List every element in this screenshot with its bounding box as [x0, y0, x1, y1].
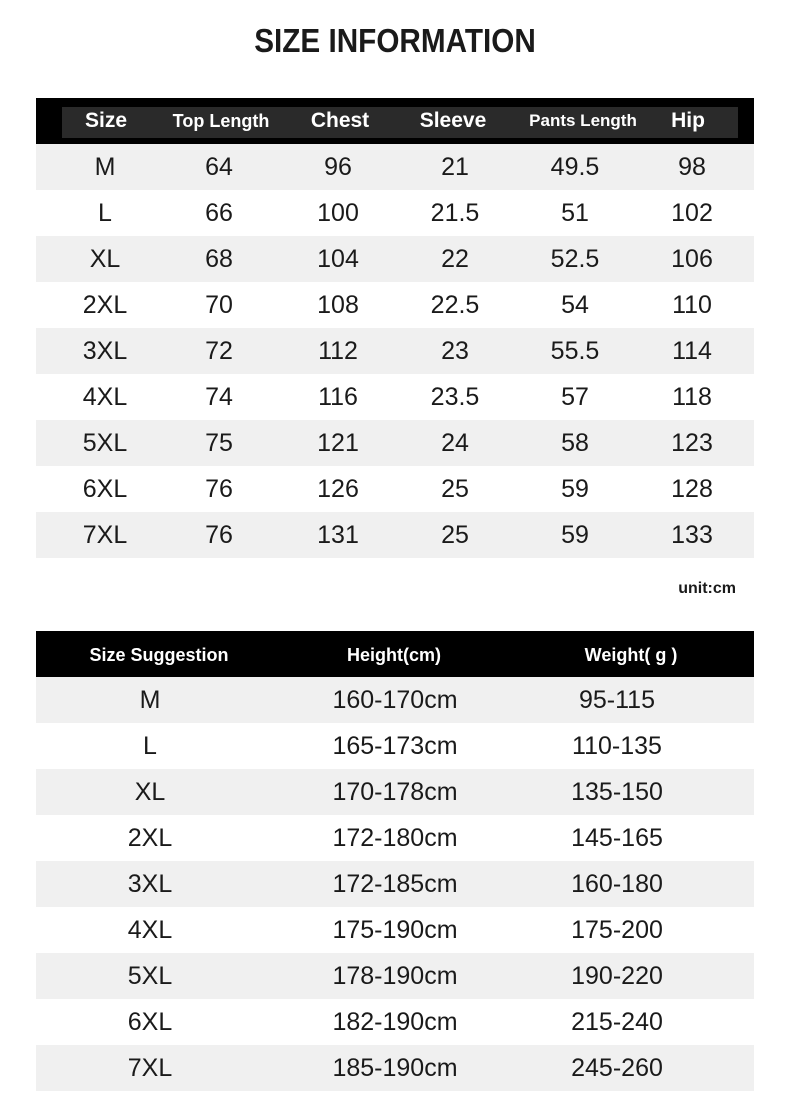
cell-height: 170-178cm [332, 778, 458, 806]
cell-height: 160-170cm [332, 686, 458, 714]
table-row [36, 815, 754, 861]
cell-sleeve: 25 [441, 475, 469, 503]
cell-hip: 110 [672, 291, 712, 319]
cell-top-length: 70 [205, 291, 233, 319]
cell-chest: 104 [317, 245, 359, 273]
cell-chest: 96 [324, 153, 352, 181]
cell-size: 3XL [127, 870, 173, 898]
header-hip: Hip [671, 109, 705, 132]
cell-top-length: 74 [205, 383, 233, 411]
table-row [36, 769, 754, 815]
table-row [36, 466, 754, 512]
cell-chest: 100 [317, 199, 359, 227]
cell-pants-length: 59 [561, 475, 589, 503]
size-suggestion-table [36, 631, 754, 1091]
cell-hip: 118 [672, 383, 712, 411]
cell-chest: 108 [317, 291, 359, 319]
cell-height: 185-190cm [332, 1054, 458, 1082]
cell-weight: 135-150 [571, 778, 663, 806]
cell-hip: 114 [672, 337, 712, 365]
header-height: Height(cm) [347, 645, 441, 665]
table-row [36, 677, 754, 723]
header-size-suggestion: Size Suggestion [89, 645, 229, 665]
page-title: SIZE INFORMATION [254, 22, 536, 59]
cell-pants-length: 58 [561, 429, 589, 457]
table-row [36, 907, 754, 953]
cell-weight: 190-220 [571, 962, 663, 990]
cell-size: 6XL [127, 1008, 173, 1036]
header-pants-length: Pants Length [529, 111, 637, 130]
cell-size: 6XL [82, 475, 128, 503]
cell-hip: 128 [671, 475, 713, 503]
cell-hip: 133 [671, 521, 713, 549]
suggestion-table-header [36, 631, 754, 677]
cell-size: 4XL [127, 916, 173, 944]
size-table-header [36, 98, 754, 144]
cell-height: 175-190cm [332, 916, 458, 944]
cell-height: 178-190cm [332, 962, 458, 990]
table-row [36, 328, 754, 374]
cell-top-length: 72 [205, 337, 233, 365]
cell-weight: 110-135 [572, 732, 662, 760]
cell-weight: 175-200 [571, 916, 663, 944]
cell-sleeve: 22.5 [430, 291, 480, 319]
table-row [36, 374, 754, 420]
table-row [36, 723, 754, 769]
cell-chest: 131 [317, 521, 359, 549]
table-row [36, 1045, 754, 1091]
table-row [36, 512, 754, 558]
table-row [36, 999, 754, 1045]
cell-pants-length: 54 [561, 291, 589, 319]
cell-weight: 145-165 [571, 824, 663, 852]
header-size: Size [84, 109, 128, 132]
cell-pants-length: 51 [561, 199, 589, 227]
cell-hip: 98 [678, 153, 706, 181]
cell-size: XL [134, 778, 166, 806]
size-table-body [36, 144, 754, 558]
table-row [36, 282, 754, 328]
table-row [36, 236, 754, 282]
cell-pants-length: 57 [561, 383, 589, 411]
cell-size: 7XL [82, 521, 128, 549]
cell-sleeve: 23 [441, 337, 469, 365]
header-weight: Weight( g ) [584, 645, 678, 665]
cell-top-length: 76 [205, 475, 233, 503]
cell-height: 172-180cm [332, 824, 458, 852]
cell-chest: 126 [317, 475, 359, 503]
cell-pants-length: 49.5 [550, 153, 600, 181]
cell-size: 5XL [82, 429, 128, 457]
cell-sleeve: 23.5 [430, 383, 480, 411]
cell-sleeve: 22 [441, 245, 469, 273]
cell-size: 7XL [127, 1054, 173, 1082]
cell-sleeve: 24 [441, 429, 469, 457]
table-row [36, 861, 754, 907]
cell-height: 182-190cm [332, 1008, 458, 1036]
suggestion-table-body [36, 677, 754, 1091]
cell-size: 4XL [82, 383, 128, 411]
cell-top-length: 68 [205, 245, 233, 273]
unit-note: unit:cm [678, 580, 736, 597]
cell-height: 172-185cm [332, 870, 458, 898]
table-row [36, 190, 754, 236]
cell-size: L [143, 732, 157, 760]
cell-chest: 116 [318, 383, 358, 411]
cell-sleeve: 21.5 [430, 199, 480, 227]
cell-size: 2XL [82, 291, 128, 319]
cell-chest: 121 [317, 429, 359, 457]
cell-hip: 123 [671, 429, 713, 457]
table-row [36, 420, 754, 466]
table-row [36, 144, 754, 190]
cell-size: 2XL [127, 824, 173, 852]
cell-pants-length: 59 [561, 521, 589, 549]
cell-top-length: 64 [205, 153, 233, 181]
cell-sleeve: 25 [441, 521, 469, 549]
cell-weight: 95-115 [579, 686, 655, 714]
cell-hip: 106 [671, 245, 713, 273]
table-row [36, 953, 754, 999]
cell-weight: 245-260 [571, 1054, 663, 1082]
header-top-length: Top Length [172, 111, 270, 131]
cell-size: 3XL [82, 337, 128, 365]
cell-weight: 160-180 [571, 870, 663, 898]
header-sleeve: Sleeve [419, 109, 487, 132]
cell-size: 5XL [127, 962, 173, 990]
cell-hip: 102 [671, 199, 713, 227]
cell-height: 165-173cm [332, 732, 458, 760]
cell-size: L [98, 199, 112, 227]
cell-size: XL [89, 245, 121, 273]
cell-chest: 112 [318, 337, 358, 365]
cell-size: M [94, 153, 116, 181]
cell-pants-length: 55.5 [550, 337, 600, 365]
size-information-table [36, 98, 754, 558]
header-chest: Chest [310, 109, 370, 132]
cell-sleeve: 21 [441, 153, 469, 181]
cell-top-length: 76 [205, 521, 233, 549]
cell-top-length: 75 [205, 429, 233, 457]
cell-top-length: 66 [205, 199, 233, 227]
cell-size: M [139, 686, 161, 714]
cell-pants-length: 52.5 [550, 245, 600, 273]
cell-weight: 215-240 [571, 1008, 663, 1036]
